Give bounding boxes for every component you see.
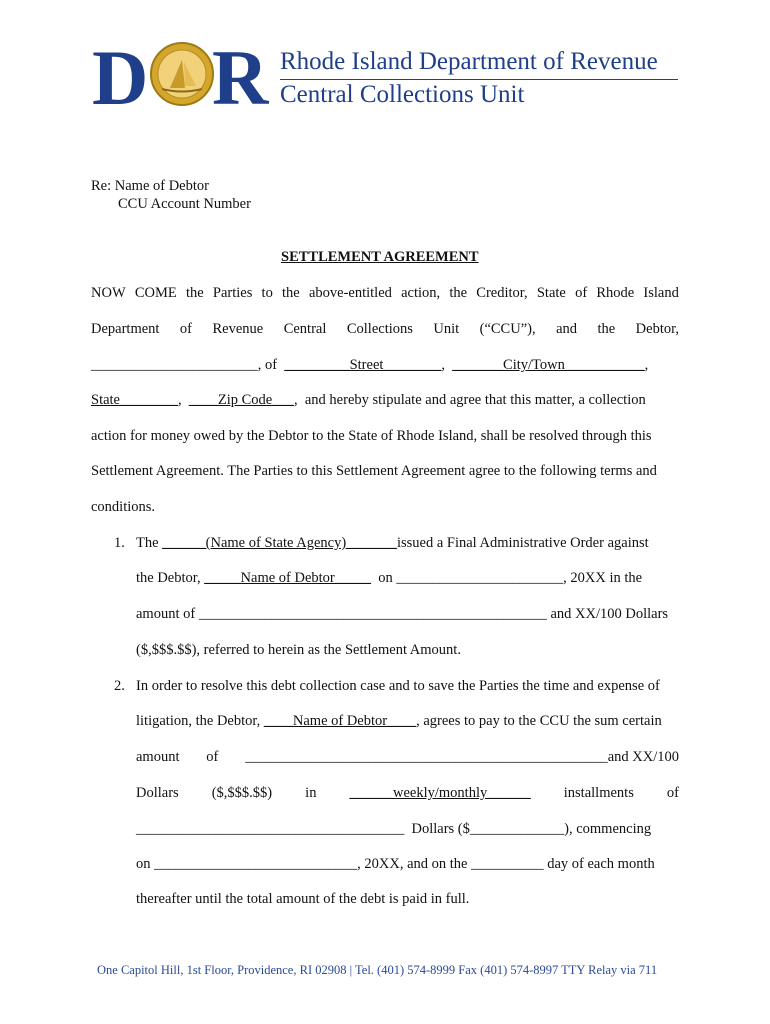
intro-line-5: action for money owed by the Debtor to the State of Rhode Island, shall be resolved through this <box>91 428 652 444</box>
logo-letter-r: R <box>212 40 269 108</box>
item2-line-3: amount of __________________________________________________and XX/100 <box>136 749 679 765</box>
re-debtor-line: Re: Name of Debtor <box>91 178 209 194</box>
frequency-blank[interactable]: ______weekly/monthly______ <box>349 785 531 801</box>
agency-blank[interactable]: ______(Name of State Agency)_______ <box>162 535 397 551</box>
intro-line-1: NOW COME the Parties to the above-entitled action, the Creditor, State of Rhode Island <box>91 285 679 301</box>
city-blank[interactable]: _______City/Town___________ <box>452 357 645 373</box>
dor-logo <box>92 40 272 108</box>
debtor-name-blank-2[interactable]: _____Name of Debtor_____ <box>204 570 371 586</box>
item1-line-3: amount of ________________________________________________ and XX/100 Dollars <box>136 606 669 622</box>
org-name: Rhode Island Department of Revenue <box>280 48 658 75</box>
intro-line-7: conditions. <box>91 499 156 515</box>
installment-words-blank[interactable]: _____________________________________ <box>136 821 405 837</box>
item1-line-4: ($,$$$.$$), referred to herein as the Settlement Amount. <box>136 642 461 658</box>
street-blank[interactable]: _________Street________ <box>284 357 442 373</box>
intro-line-6: Settlement Agreement. The Parties to this Settlement Agreement agree to the following terms and <box>91 463 657 479</box>
settlement-amount-blank[interactable]: __________________________________________________ <box>245 749 608 765</box>
item2-line-4: Dollars ($,$$$.$$) in ______weekly/monthly______ installments of <box>136 785 679 801</box>
item1-line-2: the Debtor, _____Name of Debtor_____ on _______________________, 20XX in the <box>136 570 643 586</box>
re-account-line: CCU Account Number <box>118 196 251 212</box>
dor-logo-graphic <box>92 40 272 108</box>
page-title: SETTLEMENT AGREEMENT <box>281 249 479 265</box>
intro-line-4: State________, ____Zip Code___, and hereby stipulate and agree that this matter, a collection <box>91 392 646 408</box>
logo-letter-d: D <box>92 40 149 108</box>
footer-contact: One Capitol Hill, 1st Floor, Providence, RI 02908 | Tel. (401) 574-8999 Fax (401) 574-8997 TTY Relay via 711 <box>97 963 658 977</box>
installment-amount-blank[interactable]: _____________ <box>469 821 565 837</box>
item2-number: 2. <box>114 678 125 694</box>
item2-line-7: thereafter until the total amount of the debt is paid in full. <box>136 891 470 907</box>
intro-line-3: _______________________, of _________Street________, _______City/Town___________, <box>91 357 649 373</box>
item1-number: 1. <box>114 535 125 551</box>
header-rule <box>280 79 678 80</box>
debtor-name-blank-3[interactable]: ____Name of Debtor____ <box>263 713 417 729</box>
state-blank[interactable]: State________ <box>91 392 178 408</box>
order-date-blank[interactable]: _______________________ <box>396 570 564 586</box>
item2-line-1: In order to resolve this debt collection case and to save the Parties the time and expense of <box>136 678 660 694</box>
amount-words-blank[interactable]: ________________________________________________ <box>198 606 547 622</box>
start-date-blank[interactable]: ____________________________ <box>154 856 358 872</box>
item1-line-1: The ______(Name of State Agency)_______issued a Final Administrative Order against <box>136 535 649 551</box>
debtor-name-blank[interactable]: _______________________ <box>91 357 258 373</box>
zip-blank[interactable]: ____Zip Code___ <box>188 392 294 408</box>
unit-name: Central Collections Unit <box>280 81 525 108</box>
day-blank[interactable]: __________ <box>471 856 544 872</box>
item2-line-6: on ____________________________, 20XX, and on the __________ day of each month <box>136 856 655 872</box>
item2-line-5: _____________________________________ Dollars ($_____________), commencing <box>136 821 652 837</box>
rhode-island-seal-icon <box>151 43 213 105</box>
item2-line-2: litigation, the Debtor, ____Name of Debtor____, agrees to pay to the CCU the sum certain <box>136 713 662 729</box>
intro-line-2: Department of Revenue Central Collections Unit (“CCU”), and the Debtor, <box>91 321 679 337</box>
